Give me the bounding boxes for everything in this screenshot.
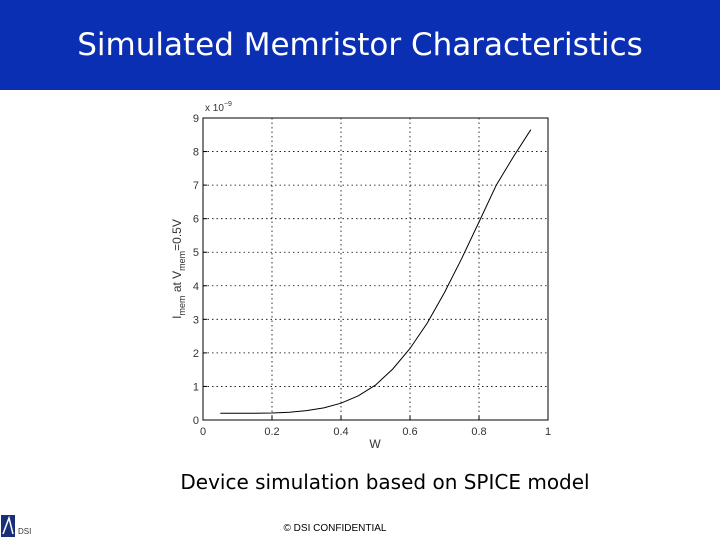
y-tick-label: 5 [192, 247, 199, 260]
y-tick-label: 3 [192, 314, 199, 327]
axis-ticks [203, 118, 548, 420]
y-exponent-label: x $10^{-9}$ [205, 101, 232, 114]
svg-text:DSI: DSI [18, 527, 32, 536]
y-tick-label: 4 [192, 280, 199, 293]
y-tick-label: 1 [192, 381, 199, 394]
y-tick-label: 8 [192, 146, 199, 159]
x-axis-label: W [369, 437, 381, 451]
x-tick-label: 0.6 [402, 426, 418, 438]
y-tick-label: 9 [192, 113, 199, 125]
x-tick-label: 0.8 [471, 426, 487, 438]
y-tick-label: 7 [192, 180, 199, 193]
data-line [220, 130, 531, 414]
x-tick-label: 1 [544, 426, 552, 438]
footer-confidential: © DSI CONFIDENTIAL [283, 523, 387, 534]
y-tick-label: 0 [192, 415, 199, 427]
y-tick-label: 6 [192, 213, 199, 226]
x-tick-label: 0.2 [264, 426, 280, 438]
y-axis-label: $I_{mem}$ at $V_{mem}=0.5V$ [170, 219, 187, 319]
y-tick-labels [193, 113, 199, 427]
chart-grid [203, 118, 548, 420]
x-tick-label: 0.4 [333, 426, 349, 438]
slide-title: Simulated Memristor Characteristics [77, 27, 643, 63]
x-tick-label: 0 [199, 426, 207, 438]
y-tick-label: 2 [192, 347, 199, 360]
slide-caption: Device simulation based on SPICE model [180, 470, 590, 494]
plot-frame [203, 118, 548, 420]
